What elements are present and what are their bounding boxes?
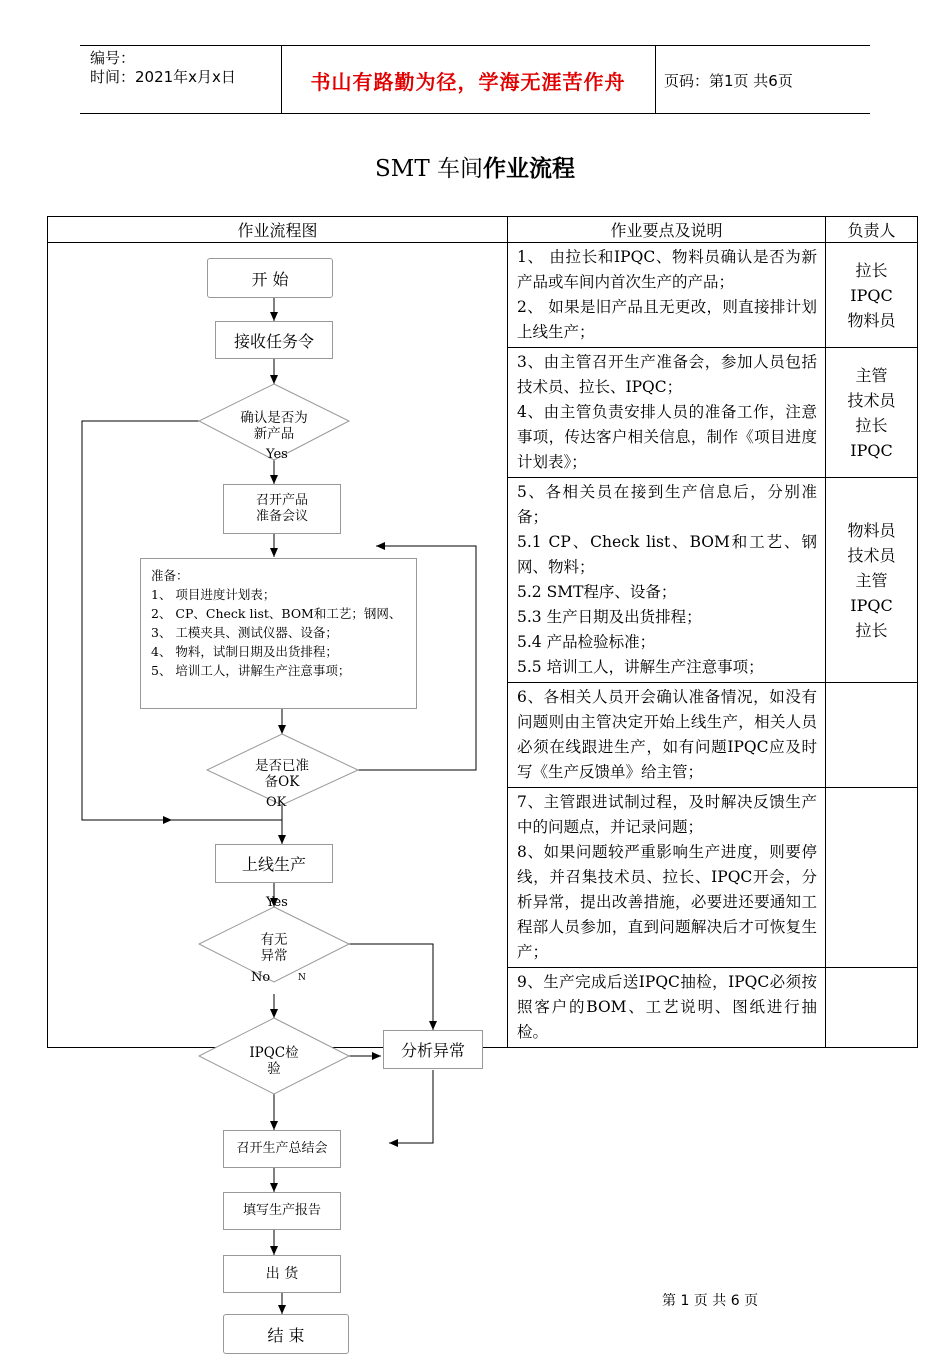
time-label: 时间：2021年x月x日 <box>90 68 236 86</box>
page-label: 页码：第1页 共6页 <box>664 72 793 90</box>
decision-abnormal-label: 有无异常 <box>260 932 288 964</box>
resp-cell: 物料员 技术员 主管 IPQC 拉长 <box>826 478 918 683</box>
desc-cell: 5、各相关员在接到生产信息后，分别准备； 5.1 CP、Check list、BOM和工艺、钢网、物料； 5.2 SMT程序、设备； 5.3 生产日期及出货排程； 5.4 产品检验标准； 5.5 培训工人，讲解生产注意事项； <box>508 478 826 683</box>
motto: 书山有路勤为径，学海无涯苦作舟 <box>310 70 626 94</box>
desc-cell: 6、各相关人员开会确认准备情况，如没有问题则由主管决定开始上线生产，相关人员必须在线跟进生产，如有问题IPQC应及时写《生产反馈单》给主管； <box>508 683 826 788</box>
page-title: SMT 车间作业流程 <box>375 156 575 182</box>
col-header-flow: 作业流程图 <box>48 217 508 243</box>
prep-list <box>140 558 417 709</box>
decision-new-product-label: 确认是否为新产品 <box>240 410 308 442</box>
prep-title: 准备： <box>151 568 189 583</box>
n-label: N <box>298 973 306 983</box>
resp-cell: 主管 技术员 拉长 IPQC <box>826 348 918 478</box>
prep-item: 3、 工模夹具、测试仪器、设备； <box>151 625 338 640</box>
no-label: No <box>251 970 271 985</box>
end-node: 结 束 <box>223 1314 349 1354</box>
decision-ipqc-label: IPQC检验 <box>249 1045 299 1077</box>
desc-cell: 3、由主管召开生产准备会，参加人员包括技术员、拉长、IPQC； 4、由主管负责安排人员的准备工作，注意事项，传达客户相关信息，制作《项目进度计划表》； <box>508 348 826 478</box>
desc-cell: 7、主管跟进试制过程，及时解决反馈生产中的问题点，并记录问题； 8、如果问题较严重影响生产进度，则要停线，并召集技术员、拉长、IPQC开会，分析异常，提出改善措施，必要进还要通知工程部人员参加，直到问题解决后才可恢复生产； <box>508 788 826 968</box>
col-header-resp: 负责人 <box>826 217 918 243</box>
desc-cell: 9、生产完成后送IPQC抽检，IPQC必须按照客户的BOM、工艺说明、图纸进行抽检。 <box>508 968 826 1048</box>
yes-label: Yes <box>266 447 288 462</box>
analyze-node: 分析异常 <box>383 1030 483 1069</box>
ship-node: 出 货 <box>223 1255 341 1293</box>
receive-order-node: 接收任务令 <box>215 321 333 359</box>
page-footer: 第 1 页 共 6 页 <box>662 1293 759 1309</box>
report-node: 填写生产报告 <box>223 1192 341 1230</box>
yes-label: Yes <box>266 895 288 910</box>
col-header-desc: 作业要点及说明 <box>508 217 826 243</box>
prep-item: 1、 项目进度计划表； <box>151 587 276 602</box>
prep-item: 4、 物料，试制日期及出货排程； <box>151 644 338 659</box>
ok-label: OK <box>266 795 287 810</box>
desc-cell: 1、 由拉长和IPQC、物料员确认是否为新产品或车间内首次生产的产品； 2、 如果是旧产品且无更改，则直接排计划上线生产； <box>508 243 826 348</box>
resp-cell: 拉长 IPQC 物料员 <box>826 243 918 348</box>
summary-node: 召开生产总结会 <box>223 1130 341 1168</box>
start-node: 开 始 <box>207 258 333 298</box>
prep-item: 5、 培训工人，讲解生产注意事项； <box>151 663 351 678</box>
prep-item: 2、 CP、Check list、BOM和工艺；钢网、 <box>151 606 402 621</box>
meeting-node: 召开产品准备会议 <box>223 484 341 534</box>
serial-label: 编号： <box>90 49 136 67</box>
online-production-node: 上线生产 <box>215 844 333 883</box>
decision-ready-label: 是否已准备OK <box>255 758 309 790</box>
